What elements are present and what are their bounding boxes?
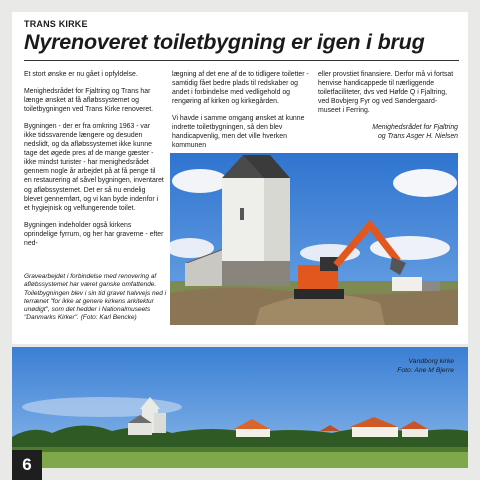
paragraph: eller provstiet finansiere. Derfor må vi fortsat henvise handicappede til nærliggende toiletfaciliteter, dvs ved Høfde Q i Fjaltring, ved Bovbjerg Fyr og ved Søndergaard-museet i Ferring. (318, 71, 454, 115)
paragraph: Menighedsrådet for Fjaltring og Trans har længe ønsket at få afløbssystemet og toiletbygningen ved Trans Kirke renoveret. (24, 88, 154, 114)
page-number: 6 (12, 450, 42, 480)
church-excavator-photo (170, 153, 458, 325)
paragraph: Et stort ønske er nu gået i opfyldelse. (24, 71, 138, 78)
photo-caption: Gravearbejdet i forbindelse med renovering af afløbssystemet har været ganske omfattende. Toiletbygningen blev i sin tid gravet halvvejs ned i terrænet "for ikke at genere kirkens arkitektur unødigt", som det hedder i Nationalmuseets "Danmarks Kirker". (Foto: Karl Bencke) (24, 273, 167, 322)
page-title: Nyrenoveret toiletbygning er igen i brug (24, 30, 425, 54)
photo-credit (397, 358, 454, 375)
paragraph: Bygningen - der er fra omkring 1963 - var ikke tidssvarende længere og desuden nedslidt, og da afløbssystemet ikke kunne tage det øgede pres af de mange gæster - ikke mindst turister - har menighedsrådet gennem nogle år arbejdet på at få penge til en restaurering af såvel bygningen, inventaret og afløbssystemet. Det er så nu endelig blevet gennemført, og vi kan byde indenfor i et hygiejnisk og velfungerende toilet. (24, 123, 164, 212)
vandborg-church-photo (12, 347, 468, 468)
article-column-1 (24, 70, 164, 256)
article-column-2 (172, 70, 312, 158)
paragraph: Vi havde i samme omgang ønsket at kunne indrette toiletbygningen, så den blev handicapvenlig, men det ville hverken kommunen (172, 115, 305, 150)
article-column-3 (318, 70, 458, 141)
paragraph: Bygningen indeholder også kirkens oprindelige fyrrum, og her har graverne - efter ned- (24, 221, 164, 247)
signature-line: og Trans Asger H. Nielsen (377, 133, 458, 141)
section-kicker: TRANS KIRKE (24, 19, 88, 29)
photo-credit-line: Foto: Ane M Bjerre (397, 366, 454, 374)
photo-title: Vandborg kirke (408, 358, 454, 365)
title-divider (24, 60, 459, 61)
paragraph: lægning af det ene af de to tidligere toiletter - samtidig fået bedre plads til redskaber og andet i forbindelse med vedligehold og rengøring af kirken og kirkegården. (172, 71, 309, 106)
author-signature (318, 123, 458, 141)
signature-line: Menighedsrådet for Fjaltring (372, 124, 458, 132)
